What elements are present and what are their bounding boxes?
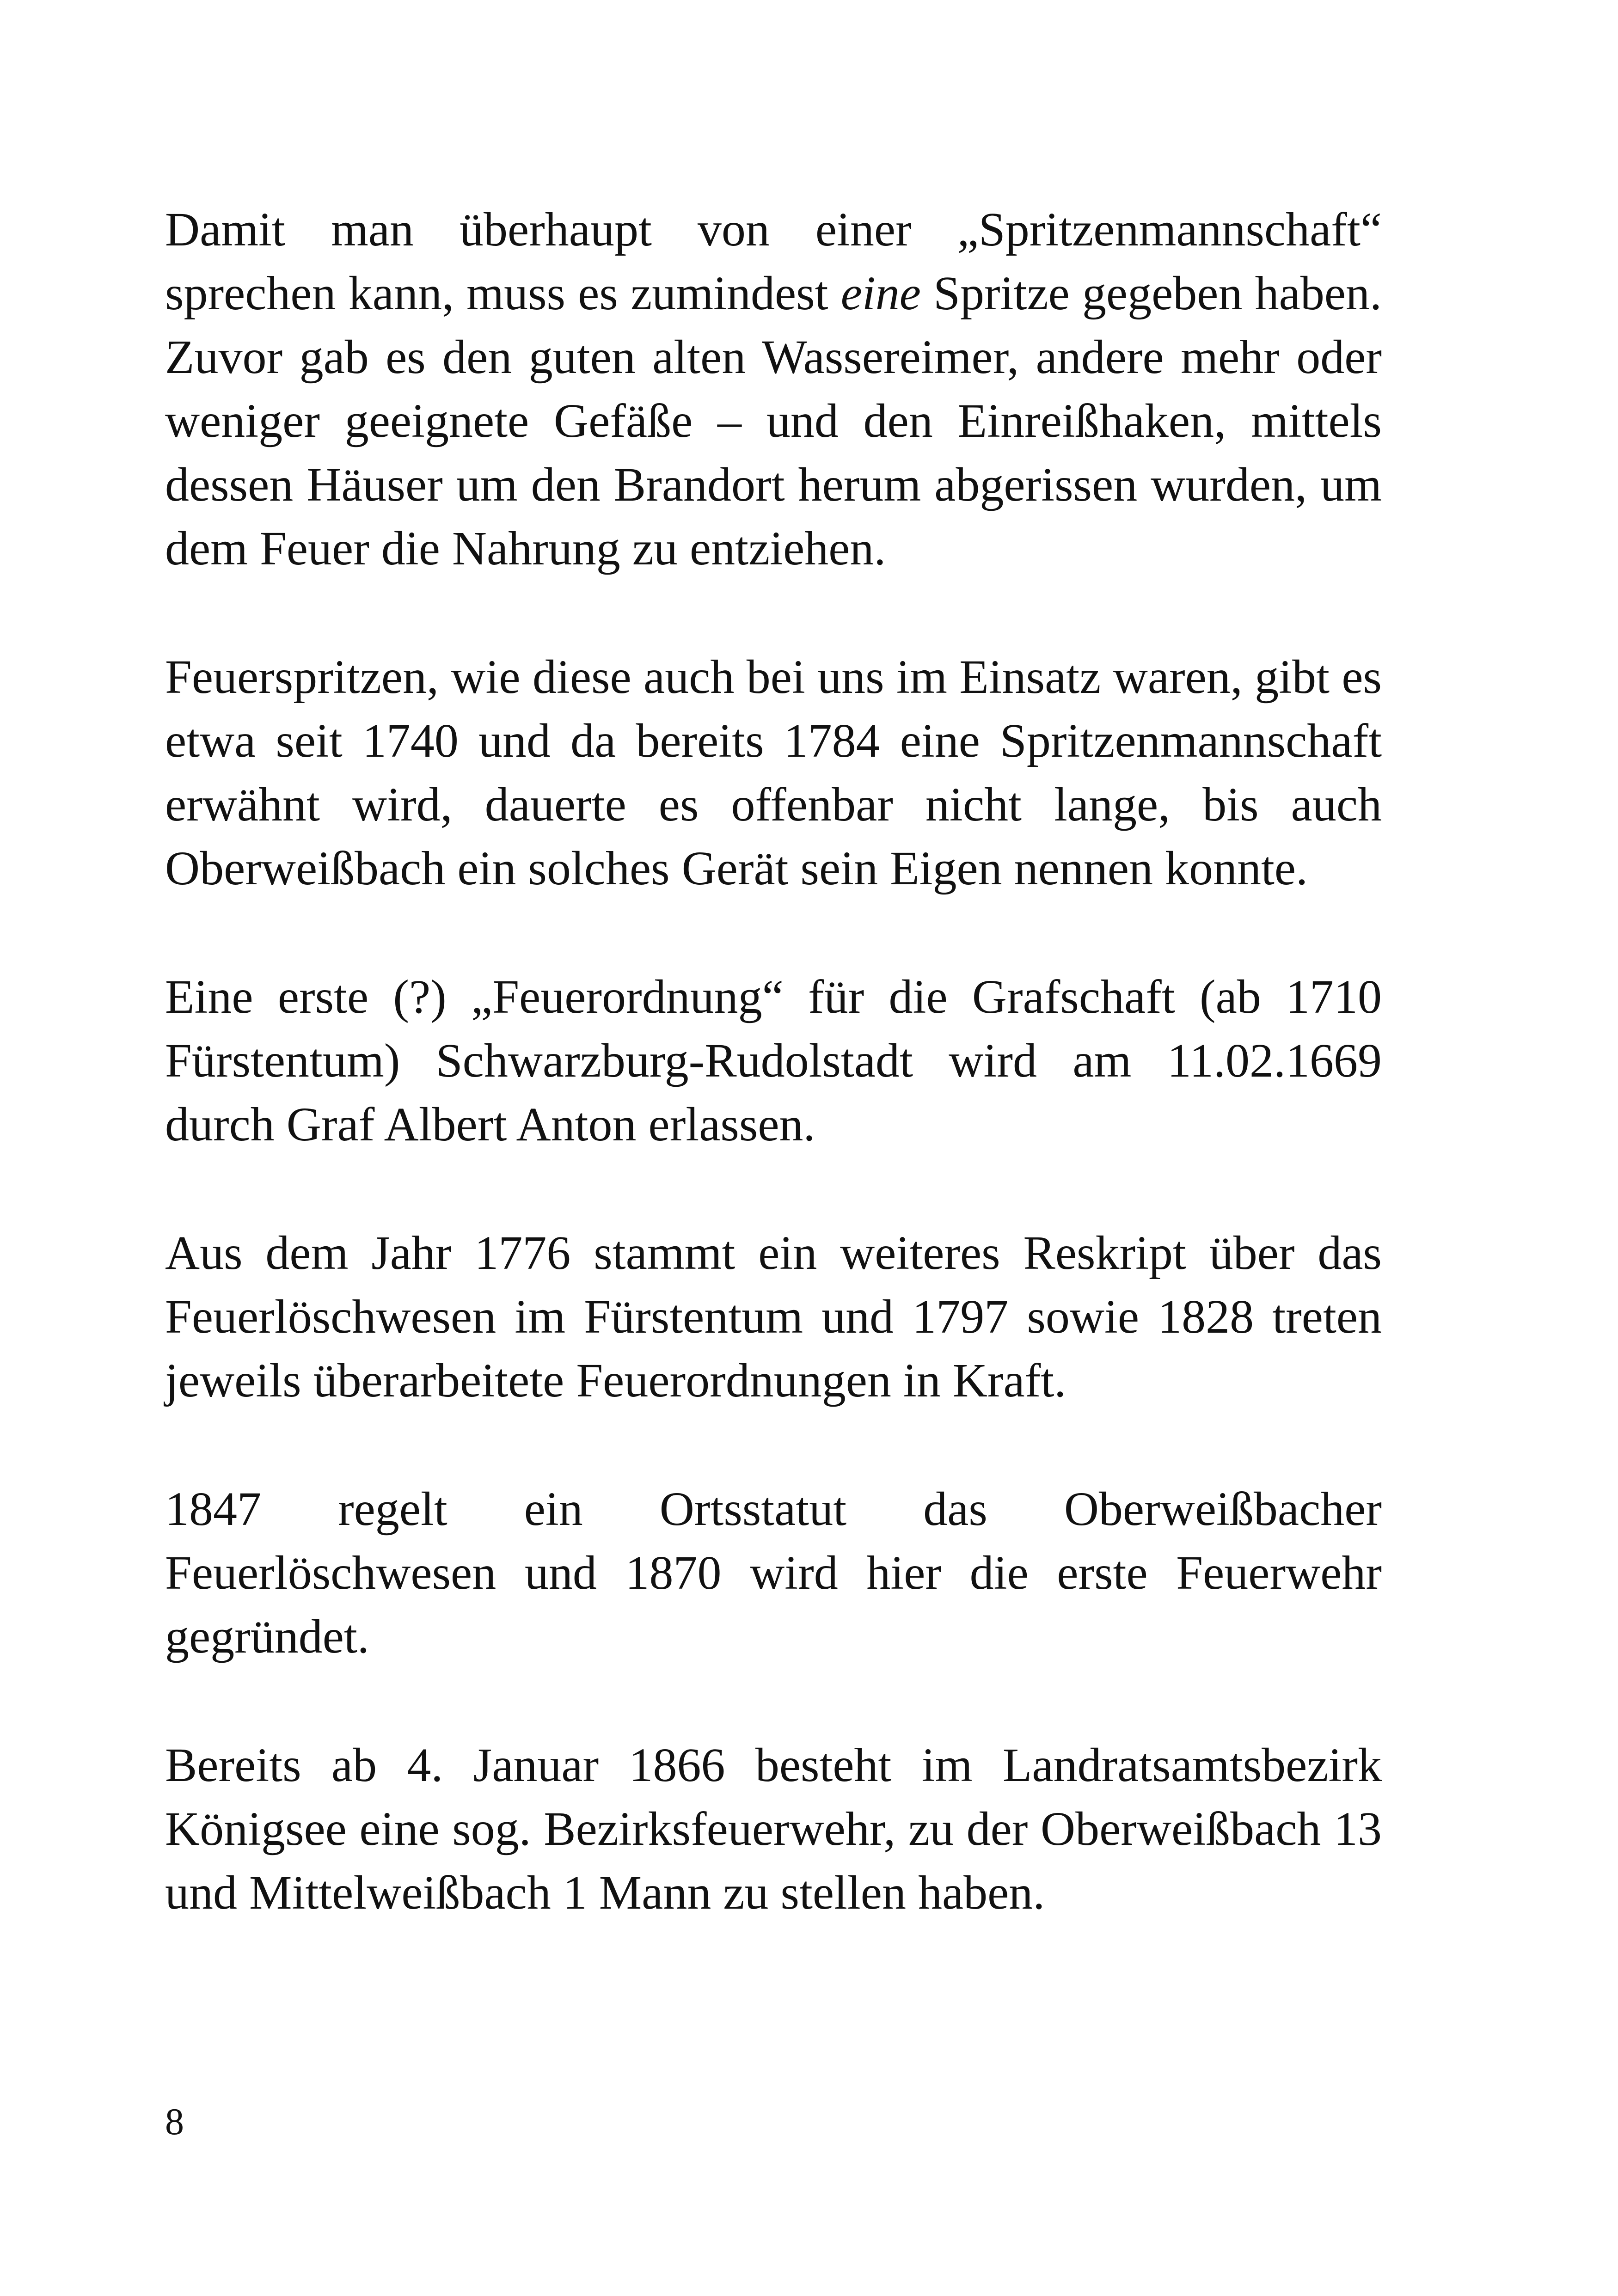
paragraph-reskript: Aus dem Jahr 1776 stammt ein weiteres Reskript über das Feuerlöschwesen im Fürstentum und 1797 sowie 1828 treten jeweils überarbeitete Feuerordnungen in Kraft. xyxy=(165,1226,1382,1407)
page-body xyxy=(165,198,1382,1990)
paragraph-1-text-after: Spritze gegeben haben. Zuvor gab es den guten alten Wassereimer, andere mehr oder weniger geeignete Gefäße – und den Einreißhaken, mittels dessen Häuser um den Brandort herum abgerissen wurden, um dem Feuer die Nahrung zu entziehen. xyxy=(165,267,1382,575)
paragraph-1-emphasis: eine xyxy=(840,267,921,320)
paragraph-spritzenmannschaft xyxy=(165,198,1382,581)
paragraph-1-text-before: Damit man überhaupt von einer „Spritzenmannschaft“ sprechen kann, muss es zumindest xyxy=(165,203,1382,320)
page-number: 8 xyxy=(165,2100,184,2143)
paragraph-feuerspritzen: Feuerspritzen, wie diese auch bei uns im Einsatz waren, gibt es etwa seit 1740 und da bereits 1784 eine Spritzenmannschaft erwähnt wird, dauerte es offenbar nicht lange, bis auch Oberweißbach ein solches Gerät sein Eigen nennen konnte. xyxy=(165,650,1382,895)
paragraph-feuerordnung: Eine erste (?) „Feuerordnung“ für die Grafschaft (ab 1710 Fürstentum) Schwarzburg-Rudolstadt wird am 11.02.1669 durch Graf Albert Anton erlassen. xyxy=(165,970,1382,1151)
paragraph-ortsstatut: 1847 regelt ein Ortsstatut das Oberweißbacher Feuerlöschwesen und 1870 wird hier die erste Feuerwehr gegründet. xyxy=(165,1482,1382,1663)
paragraph-bezirksfeuerwehr: Bereits ab 4. Januar 1866 besteht im Landratsamtsbezirk Königsee eine sog. Bezirksfeuerwehr, zu der Oberweißbach 13 und Mittelweißbach 1 Mann zu stellen haben. xyxy=(165,1739,1382,1919)
